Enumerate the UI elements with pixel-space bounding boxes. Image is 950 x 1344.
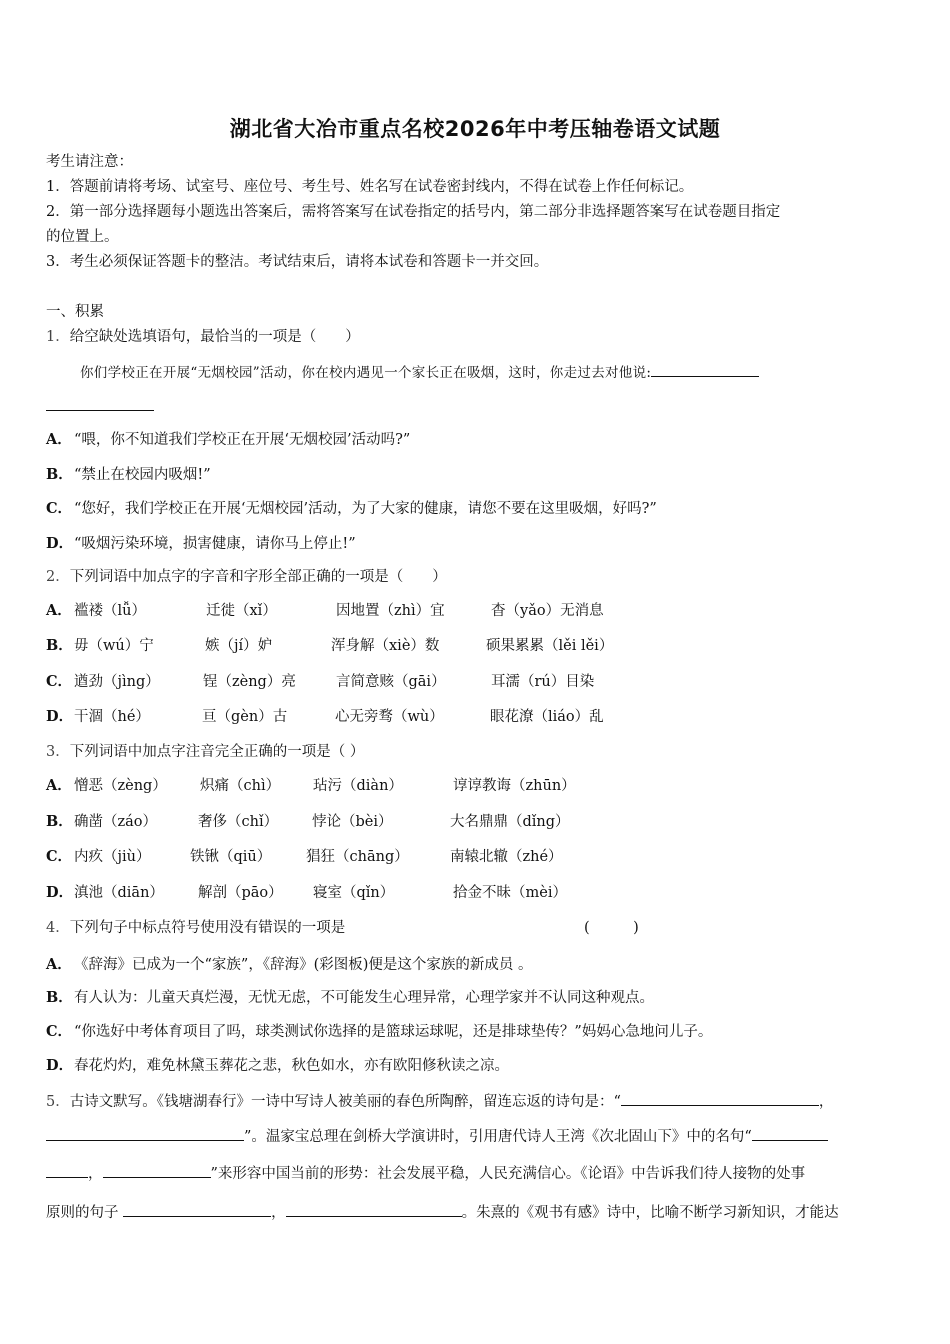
option-cell: 锃（zèng）亮 [203,674,296,690]
question-text: 下列词语中加点字的字音和字形全部正确的一项是（ ） [69,569,447,585]
question-number: 5． [46,1094,70,1110]
option-cell: 拾金不昧（mèi） [453,885,567,901]
question-text: 下列句子中标点符号使用没有错误的一项是 [69,920,346,936]
question-5-line-2 [46,1126,828,1147]
option-cell: 解剖（pāo） [198,885,283,901]
option-text: “吸烟污染环境，损害健康，请你马上停止!” [74,536,356,552]
question-text: 下列词语中加点字注音完全正确的一项是（ ） [69,744,365,760]
option-cell: 浑身解（xiè）数 [331,638,440,654]
option-cell: 耳濡（rú）目染 [491,674,595,690]
option-cell: 嫉（jí）妒 [205,638,273,654]
option-cell: 褴褛（lǚ） [74,603,146,619]
option-text: 《辞海》已成为一个“家族”，《辞海》(彩图板)便是这个家族的新成员 。 [74,957,533,973]
notice-heading: 考生请注意： [46,154,133,170]
option-text: “禁止在校园内吸烟!” [74,467,211,483]
question-1-passage-cont [46,396,154,411]
option-cell: 玷污（diàn） [313,778,403,794]
page-title: 湖北省大冶市重点名校2026年中考压轴卷语文试题 [229,117,721,141]
question-1-option-d [46,534,356,554]
answer-blank[interactable] [46,1163,88,1178]
notice-item-2-cont: 的位置上。 [46,229,119,245]
option-cell: 眼花潦（liáo）乱 [490,709,604,725]
option-cell: 心无旁骛（wù） [335,709,444,725]
section-heading: 一、积累 [46,304,104,320]
option-text: 春花灼灼，难免林黛玉葬花之悲，秋色如水，亦有欧阳修秋读之凉。 [74,1058,509,1074]
answer-blank[interactable] [621,1091,819,1106]
question-1-option-c [46,499,657,519]
question-text: 给空缺处选填语句，最恰当的一项是（ ） [69,329,360,345]
question-3-option-b-label: B． [46,813,73,830]
option-cell: 确凿（záo） [74,814,158,830]
punct: ， [818,1094,834,1110]
question-2-option-c-label: C． [46,673,73,690]
option-cell: 悖论（bèi） [312,814,393,830]
notice-item-1: 1．答题前请将考场、试室号、座位号、考生号、姓名写在试卷密封线内，不得在试卷上作任何标记。 [46,179,694,195]
option-label: D． [46,535,74,552]
option-cell: 憎恶（zèng） [74,778,167,794]
question-1-option-a [46,430,410,450]
question-2-option-d-label: D． [46,708,74,725]
answer-blank[interactable] [46,396,154,411]
option-cell: 遒劲（jìng） [74,674,160,690]
question-text: ”。温家宝总理在剑桥大学演讲时，引用唐代诗人王湾《次北固山下》中的名句“ [244,1129,752,1145]
question-number: 2． [46,569,70,585]
passage-text: 你们学校正在开展“无烟校园”活动，你在校内遇见一个家长正在吸烟，这时，你走过去对他说: [80,365,652,381]
question-number: 4． [46,920,70,936]
punct: ， [271,1205,286,1221]
question-1-passage [80,361,759,381]
question-number: 3． [46,744,70,760]
question-1-stem [46,327,360,347]
question-3-option-c-label: C． [46,848,73,865]
option-cell: 杳（yǎo）无消息 [491,603,604,619]
option-cell: 滇池（diān） [74,885,164,901]
notice-item-2: 2．第一部分选择题每小题选出答案后，需将答案写在试卷指定的括号内，第二部分非选择题答案写在试卷题目指定 [46,204,781,220]
question-4-option-b [46,988,654,1008]
option-text: “你选好中考体育项目了吗，球类测试你选择的是篮球运球呢，还是排球垫传？”妈妈心急地问儿子。 [74,1024,713,1040]
question-number: 1． [46,329,70,345]
option-cell: 谆谆教诲（zhūn） [453,778,576,794]
option-label: C． [46,1023,73,1040]
answer-blank[interactable] [123,1202,271,1217]
question-2-option-b-label: B． [46,637,73,654]
question-5-line-1 [46,1091,833,1112]
question-2-option-a-label: A． [46,602,72,619]
option-cell: 炽痛（chì） [200,778,281,794]
answer-blank[interactable] [103,1163,211,1178]
question-text: ”来形容中国当前的形势：社会发展平稳，人民充满信心。《论语》中告诉我们待人接物的处事 [210,1166,806,1182]
question-3-option-a-label: A． [46,777,72,794]
answer-blank[interactable] [651,362,759,377]
question-2-stem [46,567,447,587]
option-cell: 猖狂（chāng） [306,849,409,865]
question-text: 。朱熹的《观书有感》诗中，比喻不断学习新知识，才能达 [461,1205,839,1221]
option-label: B． [46,989,73,1006]
answer-paren[interactable]: ( ) [584,920,639,936]
option-cell: 干涸（hé） [74,709,150,725]
option-cell: 南辕北辙（zhé） [450,849,563,865]
option-label: A． [46,956,72,973]
option-cell: 言简意赅（gāi） [336,674,446,690]
option-label: B． [46,466,73,483]
question-5-line-3 [46,1163,805,1184]
option-label: C． [46,500,73,517]
answer-blank[interactable] [46,1126,244,1141]
option-text: “您好，我们学校正在开展‘无烟校园’活动，为了大家的健康，请您不要在这里吸烟，好吗?” [74,501,657,517]
question-4-stem [46,918,345,938]
option-cell: 亘（gèn）古 [202,709,288,725]
question-4-option-d [46,1056,509,1076]
question-text: 原则的句子 [46,1205,124,1221]
option-label: D． [46,1057,74,1074]
question-text: 古诗文默写。《钱塘湖春行》一诗中写诗人被美丽的春色所陶醉，留连忘返的诗句是：“ [69,1094,621,1110]
option-cell: 寝室（qǐn） [313,885,395,901]
option-label: A． [46,431,72,448]
punct: ， [88,1166,103,1182]
option-cell: 内疚（jiù） [74,849,151,865]
option-text: 有人认为：儿童天真烂漫，无忧无虑，不可能发生心理异常，心理学家并不认同这种观点。 [74,990,654,1006]
option-cell: 毋（wú）宁 [74,638,154,654]
question-4-option-c [46,1022,712,1042]
option-cell: 因地置（zhì）宜 [336,603,445,619]
option-cell: 迁徙（xǐ） [206,603,277,619]
option-cell: 铁锹（qiū） [190,849,272,865]
option-text: “喂，你不知道我们学校正在开展‘无烟校园’活动吗?” [74,432,411,448]
option-cell: 硕果累累（lěi lěi） [486,638,614,654]
option-cell: 奢侈（chǐ） [198,814,279,830]
question-5-line-4 [46,1202,839,1223]
notice-item-3: 3．考生必须保证答题卡的整洁。考试结束后，请将本试卷和答题卡一并交回。 [46,254,549,270]
question-4-option-a [46,955,533,975]
question-3-stem [46,742,364,762]
answer-blank[interactable] [286,1202,462,1217]
question-3-option-d-label: D． [46,884,74,901]
answer-blank[interactable] [752,1126,828,1141]
question-1-option-b [46,465,211,485]
option-cell: 大名鼎鼎（dǐng） [450,814,570,830]
